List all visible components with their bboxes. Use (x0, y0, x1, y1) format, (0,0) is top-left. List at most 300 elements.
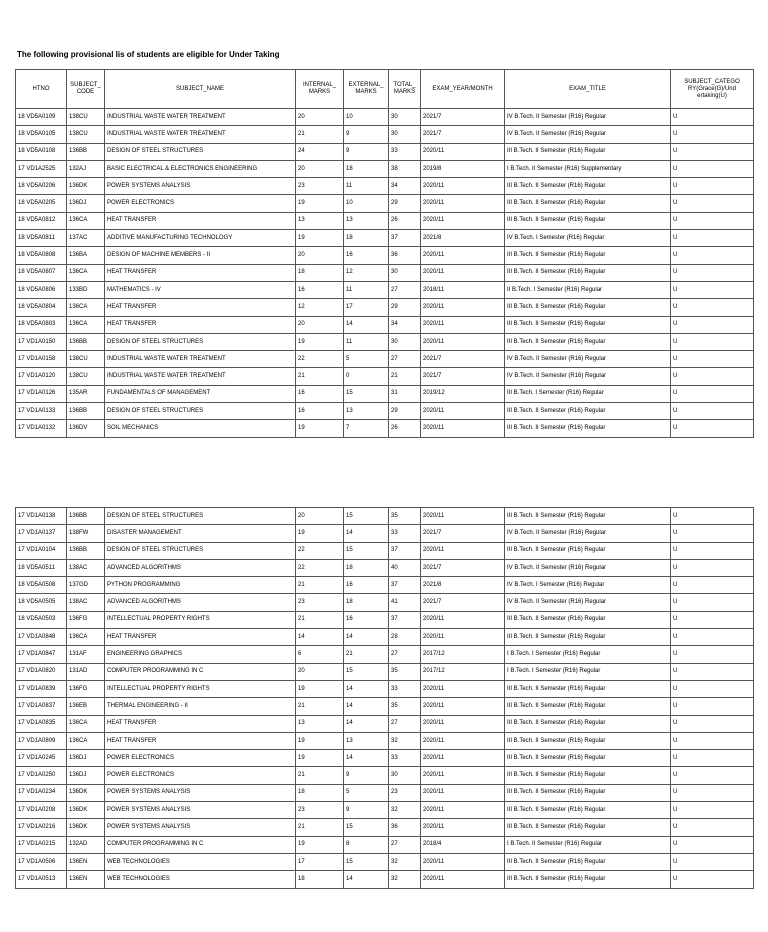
subject-category-cell: U (671, 698, 754, 715)
exam-year-month-cell: 2020/11 (421, 750, 505, 767)
htno-cell: 17 VD1A0132 (16, 420, 67, 437)
table-row (16, 871, 754, 888)
external-marks-cell: 0 (344, 368, 389, 385)
total-marks-cell: 35 (389, 663, 421, 680)
exam-title-cell: III B.Tech. II Semester (R16) Regular (505, 802, 671, 819)
external-marks-cell: 21 (344, 646, 389, 663)
internal-marks-cell: 20 (296, 160, 344, 177)
subject-name-cell: POWER SYSTEMS ANALYSIS (105, 784, 296, 801)
header-exam-title: EXAM_TITLE (505, 70, 671, 109)
subject-code-cell: 136DV (67, 420, 105, 437)
htno-cell: 17 VD1A0513 (16, 871, 67, 888)
subject-category-cell: U (671, 525, 754, 542)
subject-code-cell: 136DK (67, 178, 105, 195)
header-internal-marks: INTERNAL_ MARKS (296, 70, 344, 109)
external-marks-cell: 13 (344, 403, 389, 420)
table-row (16, 247, 754, 264)
exam-title-cell: III B.Tech. II Semester (R16) Regular (505, 853, 671, 870)
subject-code-cell: 136DK (67, 802, 105, 819)
internal-marks-cell: 23 (296, 178, 344, 195)
internal-marks-cell: 22 (296, 559, 344, 576)
subject-name-cell: DESIGN OF STEEL STRUCTURES (105, 333, 296, 350)
table-2-body (16, 508, 754, 889)
subject-code-cell: 133BD (67, 281, 105, 298)
table-row (16, 525, 754, 542)
table-row (16, 230, 754, 247)
htno-cell: 17 VD1A0506 (16, 853, 67, 870)
external-marks-cell: 17 (344, 299, 389, 316)
external-marks-cell: 9 (344, 767, 389, 784)
external-marks-cell: 11 (344, 333, 389, 350)
total-marks-cell: 37 (389, 577, 421, 594)
external-marks-cell: 11 (344, 281, 389, 298)
internal-marks-cell: 21 (296, 368, 344, 385)
subject-code-cell: 132AD (67, 836, 105, 853)
subject-category-cell: U (671, 403, 754, 420)
exam-title-cell: III B.Tech. II Semester (R16) Regular (505, 750, 671, 767)
total-marks-cell: 32 (389, 871, 421, 888)
internal-marks-cell: 21 (296, 819, 344, 836)
subject-code-cell: 136EB (67, 698, 105, 715)
subject-category-cell: U (671, 871, 754, 888)
total-marks-cell: 27 (389, 281, 421, 298)
htno-cell: 18 VD5A0505 (16, 594, 67, 611)
subject-category-cell: U (671, 333, 754, 350)
internal-marks-cell: 19 (296, 230, 344, 247)
subject-code-cell: 136CA (67, 264, 105, 281)
subject-category-cell: U (671, 351, 754, 368)
subject-code-cell: 136BB (67, 143, 105, 160)
table-row (16, 594, 754, 611)
total-marks-cell: 30 (389, 767, 421, 784)
exam-year-month-cell: 2021/7 (421, 126, 505, 143)
header-row (16, 70, 754, 109)
exam-year-month-cell: 2021/7 (421, 368, 505, 385)
subject-name-cell: WEB TECHNOLOGIES (105, 871, 296, 888)
external-marks-cell: 15 (344, 542, 389, 559)
exam-year-month-cell: 2020/11 (421, 264, 505, 281)
exam-title-cell: III B.Tech. II Semester (R16) Regular (505, 871, 671, 888)
htno-cell: 17 VD1A0158 (16, 351, 67, 368)
subject-name-cell: POWER ELECTRONICS (105, 750, 296, 767)
subject-code-cell: 138CU (67, 368, 105, 385)
subject-name-cell: INDUSTRIAL WASTE WATER TREATMENT (105, 368, 296, 385)
total-marks-cell: 35 (389, 508, 421, 525)
subject-code-cell: 136DJ (67, 750, 105, 767)
external-marks-cell: 7 (344, 420, 389, 437)
subject-category-cell: U (671, 784, 754, 801)
subject-name-cell: DESIGN OF MACHINE MEMBERS - II (105, 247, 296, 264)
total-marks-cell: 21 (389, 368, 421, 385)
external-marks-cell: 14 (344, 698, 389, 715)
exam-year-month-cell: 2021/7 (421, 594, 505, 611)
subject-code-cell: 135AR (67, 385, 105, 402)
exam-year-month-cell: 2020/11 (421, 819, 505, 836)
subject-name-cell: HEAT TRANSFER (105, 629, 296, 646)
exam-title-cell: I B.Tech. II Semester (R16) Supplementary (505, 160, 671, 177)
external-marks-cell: 16 (344, 247, 389, 264)
subject-category-cell: U (671, 126, 754, 143)
internal-marks-cell: 6 (296, 646, 344, 663)
exam-year-month-cell: 2017/12 (421, 646, 505, 663)
exam-title-cell: II B.Tech. I Semester (R16) Regular (505, 281, 671, 298)
exam-title-cell: IV B.Tech. II Semester (R16) Regular (505, 368, 671, 385)
external-marks-cell: 14 (344, 629, 389, 646)
subject-category-cell: U (671, 611, 754, 628)
subject-category-cell: U (671, 143, 754, 160)
htno-cell: 17 VD1A0809 (16, 732, 67, 749)
subject-code-cell: 132AJ (67, 160, 105, 177)
total-marks-cell: 29 (389, 195, 421, 212)
internal-marks-cell: 23 (296, 594, 344, 611)
exam-year-month-cell: 2020/11 (421, 542, 505, 559)
htno-cell: 18 VD5A0206 (16, 178, 67, 195)
total-marks-cell: 32 (389, 853, 421, 870)
internal-marks-cell: 21 (296, 611, 344, 628)
exam-title-cell: III B.Tech. II Semester (R16) Regular (505, 195, 671, 212)
exam-title-cell: IV B.Tech. I Semester (R16) Regular (505, 577, 671, 594)
subject-name-cell: DISASTER MANAGEMENT (105, 525, 296, 542)
total-marks-cell: 36 (389, 819, 421, 836)
subject-category-cell: U (671, 767, 754, 784)
subject-category-cell: U (671, 368, 754, 385)
exam-year-month-cell: 2021/8 (421, 230, 505, 247)
subject-code-cell: 137AC (67, 230, 105, 247)
subject-code-cell: 136CA (67, 732, 105, 749)
exam-year-month-cell: 2020/11 (421, 420, 505, 437)
total-marks-cell: 40 (389, 559, 421, 576)
subject-code-cell: 138FW (67, 525, 105, 542)
exam-year-month-cell: 2020/11 (421, 143, 505, 160)
internal-marks-cell: 19 (296, 750, 344, 767)
external-marks-cell: 18 (344, 230, 389, 247)
subject-category-cell: U (671, 160, 754, 177)
total-marks-cell: 32 (389, 732, 421, 749)
exam-title-cell: III B.Tech. II Semester (R16) Regular (505, 178, 671, 195)
eligible-students-table-2 (15, 507, 754, 889)
table-row (16, 143, 754, 160)
table-row (16, 680, 754, 697)
header-exam-year-month: EXAM_YEAR/MONTH (421, 70, 505, 109)
subject-code-cell: 136EN (67, 871, 105, 888)
subject-category-cell: U (671, 577, 754, 594)
subject-name-cell: WEB TECHNOLOGIES (105, 853, 296, 870)
table-row (16, 178, 754, 195)
subject-name-cell: ENGINEERING GRAPHICS (105, 646, 296, 663)
exam-title-cell: IV B.Tech. II Semester (R16) Regular (505, 351, 671, 368)
exam-year-month-cell: 2020/11 (421, 247, 505, 264)
internal-marks-cell: 24 (296, 143, 344, 160)
external-marks-cell: 12 (344, 264, 389, 281)
exam-title-cell: IV B.Tech. II Semester (R16) Regular (505, 109, 671, 126)
exam-year-month-cell: 2020/11 (421, 333, 505, 350)
subject-category-cell: U (671, 508, 754, 525)
subject-category-cell: U (671, 853, 754, 870)
htno-cell: 17 VD1A0835 (16, 715, 67, 732)
external-marks-cell: 8 (344, 836, 389, 853)
htno-cell: 18 VD5A0109 (16, 109, 67, 126)
subject-code-cell: 136BB (67, 542, 105, 559)
exam-title-cell: III B.Tech. II Semester (R16) Regular (505, 680, 671, 697)
header-total-marks: TOTAL_ MARKS (389, 70, 421, 109)
exam-title-cell: IV B.Tech. II Semester (R16) Regular (505, 559, 671, 576)
internal-marks-cell: 21 (296, 767, 344, 784)
subject-name-cell: HEAT TRANSFER (105, 212, 296, 229)
subject-name-cell: HEAT TRANSFER (105, 264, 296, 281)
subject-code-cell: 136BB (67, 333, 105, 350)
external-marks-cell: 18 (344, 594, 389, 611)
exam-year-month-cell: 2021/7 (421, 351, 505, 368)
total-marks-cell: 30 (389, 264, 421, 281)
exam-title-cell: I B.Tech. I Semester (R16) Regular (505, 663, 671, 680)
table-row (16, 420, 754, 437)
total-marks-cell: 27 (389, 646, 421, 663)
subject-code-cell: 136DK (67, 819, 105, 836)
exam-title-cell: III B.Tech. II Semester (R16) Regular (505, 542, 671, 559)
exam-year-month-cell: 2019/12 (421, 385, 505, 402)
external-marks-cell: 15 (344, 663, 389, 680)
exam-year-month-cell: 2020/11 (421, 767, 505, 784)
subject-name-cell: FUNDAMENTALS OF MANAGEMENT (105, 385, 296, 402)
internal-marks-cell: 19 (296, 732, 344, 749)
exam-title-cell: III B.Tech. II Semester (R16) Regular (505, 767, 671, 784)
external-marks-cell: 10 (344, 195, 389, 212)
header-subject-name: SUBJECT_NAME (105, 70, 296, 109)
exam-year-month-cell: 2020/11 (421, 178, 505, 195)
external-marks-cell: 13 (344, 732, 389, 749)
external-marks-cell: 18 (344, 160, 389, 177)
table-row (16, 611, 754, 628)
total-marks-cell: 37 (389, 542, 421, 559)
internal-marks-cell: 19 (296, 836, 344, 853)
subject-category-cell: U (671, 663, 754, 680)
subject-code-cell: 136BB (67, 403, 105, 420)
table-1-body (16, 109, 754, 438)
subject-name-cell: DESIGN OF STEEL STRUCTURES (105, 508, 296, 525)
subject-name-cell: PYTHON PROGRAMMING (105, 577, 296, 594)
exam-year-month-cell: 2020/11 (421, 299, 505, 316)
subject-name-cell: ADVANCED ALGORITHMS (105, 594, 296, 611)
total-marks-cell: 36 (389, 247, 421, 264)
subject-name-cell: HEAT TRANSFER (105, 715, 296, 732)
table-row (16, 750, 754, 767)
exam-title-cell: III B.Tech. II Semester (R16) Regular (505, 715, 671, 732)
table-row (16, 368, 754, 385)
subject-category-cell: U (671, 594, 754, 611)
subject-name-cell: DESIGN OF STEEL STRUCTURES (105, 542, 296, 559)
htno-cell: 17 VD1A0133 (16, 403, 67, 420)
subject-name-cell: SOIL MECHANICS (105, 420, 296, 437)
htno-cell: 17 VD1A0245 (16, 750, 67, 767)
subject-code-cell: 136CA (67, 316, 105, 333)
table-row (16, 126, 754, 143)
table-row (16, 698, 754, 715)
internal-marks-cell: 21 (296, 698, 344, 715)
internal-marks-cell: 16 (296, 281, 344, 298)
subject-code-cell: 136FG (67, 611, 105, 628)
internal-marks-cell: 20 (296, 247, 344, 264)
total-marks-cell: 26 (389, 420, 421, 437)
exam-year-month-cell: 2021/7 (421, 525, 505, 542)
subject-name-cell: POWER ELECTRONICS (105, 767, 296, 784)
internal-marks-cell: 19 (296, 333, 344, 350)
external-marks-cell: 15 (344, 853, 389, 870)
total-marks-cell: 41 (389, 594, 421, 611)
subject-code-cell: 131AD (67, 663, 105, 680)
exam-year-month-cell: 2020/11 (421, 195, 505, 212)
total-marks-cell: 37 (389, 611, 421, 628)
total-marks-cell: 26 (389, 212, 421, 229)
total-marks-cell: 27 (389, 836, 421, 853)
exam-year-month-cell: 2020/11 (421, 732, 505, 749)
document-heading: The following provisional lis of students are eligible for Under Taking (17, 50, 280, 59)
table-row (16, 264, 754, 281)
subject-name-cell: POWER SYSTEMS ANALYSIS (105, 802, 296, 819)
exam-title-cell: III B.Tech. II Semester (R16) Regular (505, 629, 671, 646)
exam-title-cell: III B.Tech. II Semester (R16) Regular (505, 819, 671, 836)
htno-cell: 17 VD1A2525 (16, 160, 67, 177)
external-marks-cell: 16 (344, 611, 389, 628)
htno-cell: 17 VD1A0120 (16, 368, 67, 385)
external-marks-cell: 9 (344, 126, 389, 143)
total-marks-cell: 37 (389, 230, 421, 247)
internal-marks-cell: 17 (296, 853, 344, 870)
subject-name-cell: THERMAL ENGINEERING - II (105, 698, 296, 715)
subject-category-cell: U (671, 385, 754, 402)
exam-title-cell: III B.Tech. II Semester (R16) Regular (505, 611, 671, 628)
table-row (16, 802, 754, 819)
table-row (16, 663, 754, 680)
exam-title-cell: IV B.Tech. II Semester (R16) Regular (505, 594, 671, 611)
subject-category-cell: U (671, 212, 754, 229)
table-row (16, 629, 754, 646)
subject-code-cell: 136CA (67, 715, 105, 732)
exam-year-month-cell: 2020/11 (421, 802, 505, 819)
header-external-marks: EXTERNAL_ MARKS (344, 70, 389, 109)
exam-title-cell: III B.Tech. II Semester (R16) Regular (505, 784, 671, 801)
htno-cell: 17 VD1A0126 (16, 385, 67, 402)
total-marks-cell: 27 (389, 715, 421, 732)
htno-cell: 18 VD5A0812 (16, 212, 67, 229)
internal-marks-cell: 18 (296, 264, 344, 281)
htno-cell: 17 VD1A0208 (16, 802, 67, 819)
table-row (16, 109, 754, 126)
subject-code-cell: 136CA (67, 629, 105, 646)
subject-name-cell: DESIGN OF STEEL STRUCTURES (105, 143, 296, 160)
external-marks-cell: 13 (344, 212, 389, 229)
htno-cell: 18 VD5A0205 (16, 195, 67, 212)
htno-cell: 18 VD5A0806 (16, 281, 67, 298)
total-marks-cell: 30 (389, 126, 421, 143)
subject-category-cell: U (671, 542, 754, 559)
external-marks-cell: 14 (344, 871, 389, 888)
subject-category-cell: U (671, 680, 754, 697)
external-marks-cell: 10 (344, 109, 389, 126)
exam-title-cell: III B.Tech. II Semester (R16) Regular (505, 333, 671, 350)
table-row (16, 281, 754, 298)
htno-cell: 17 VD1A0837 (16, 698, 67, 715)
external-marks-cell: 5 (344, 784, 389, 801)
subject-code-cell: 137GD (67, 577, 105, 594)
table-row (16, 767, 754, 784)
exam-year-month-cell: 2019/8 (421, 160, 505, 177)
htno-cell: 18 VD5A0811 (16, 230, 67, 247)
htno-cell: 17 VD1A0848 (16, 629, 67, 646)
external-marks-cell: 15 (344, 385, 389, 402)
subject-name-cell: POWER SYSTEMS ANALYSIS (105, 819, 296, 836)
htno-cell: 17 VD1A0150 (16, 333, 67, 350)
subject-code-cell: 131AF (67, 646, 105, 663)
subject-code-cell: 138CU (67, 351, 105, 368)
table-row (16, 819, 754, 836)
internal-marks-cell: 22 (296, 542, 344, 559)
subject-code-cell: 138AC (67, 594, 105, 611)
internal-marks-cell: 19 (296, 525, 344, 542)
table-row (16, 195, 754, 212)
subject-category-cell: U (671, 420, 754, 437)
subject-code-cell: 136CA (67, 299, 105, 316)
external-marks-cell: 14 (344, 680, 389, 697)
subject-name-cell: COMPUTER PROGRAMMING IN C (105, 663, 296, 680)
header-htno: HTNO (16, 70, 67, 109)
subject-category-cell: U (671, 109, 754, 126)
subject-code-cell: 136DJ (67, 195, 105, 212)
external-marks-cell: 14 (344, 316, 389, 333)
exam-year-month-cell: 2017/12 (421, 663, 505, 680)
internal-marks-cell: 20 (296, 316, 344, 333)
htno-cell: 18 VD5A0807 (16, 264, 67, 281)
external-marks-cell: 16 (344, 577, 389, 594)
total-marks-cell: 31 (389, 385, 421, 402)
exam-title-cell: IV B.Tech. II Semester (R16) Regular (505, 126, 671, 143)
total-marks-cell: 29 (389, 403, 421, 420)
subject-name-cell: INDUSTRIAL WASTE WATER TREATMENT (105, 351, 296, 368)
internal-marks-cell: 16 (296, 385, 344, 402)
exam-title-cell: I B.Tech. II Semester (R16) Regular (505, 836, 671, 853)
subject-name-cell: INTELLECTUAL PROPERTY RIGHTS (105, 611, 296, 628)
external-marks-cell: 9 (344, 802, 389, 819)
exam-year-month-cell: 2021/8 (421, 577, 505, 594)
internal-marks-cell: 13 (296, 715, 344, 732)
table-row (16, 542, 754, 559)
table-row (16, 316, 754, 333)
subject-name-cell: INDUSTRIAL WASTE WATER TREATMENT (105, 109, 296, 126)
exam-title-cell: III B.Tech. I Semester (R16) Regular (505, 385, 671, 402)
exam-year-month-cell: 2020/11 (421, 316, 505, 333)
subject-category-cell: U (671, 230, 754, 247)
total-marks-cell: 38 (389, 160, 421, 177)
subject-category-cell: U (671, 195, 754, 212)
subject-category-cell: U (671, 646, 754, 663)
external-marks-cell: 9 (344, 143, 389, 160)
htno-cell: 17 VD1A0137 (16, 525, 67, 542)
external-marks-cell: 5 (344, 351, 389, 368)
subject-category-cell: U (671, 316, 754, 333)
htno-cell: 18 VD5A0508 (16, 577, 67, 594)
internal-marks-cell: 21 (296, 126, 344, 143)
subject-category-cell: U (671, 178, 754, 195)
exam-title-cell: III B.Tech. II Semester (R16) Regular (505, 403, 671, 420)
subject-name-cell: HEAT TRANSFER (105, 732, 296, 749)
subject-name-cell: POWER ELECTRONICS (105, 195, 296, 212)
subject-code-cell: 136FG (67, 680, 105, 697)
exam-title-cell: III B.Tech. II Semester (R16) Regular (505, 247, 671, 264)
subject-code-cell: 136DK (67, 784, 105, 801)
exam-title-cell: III B.Tech. II Semester (R16) Regular (505, 732, 671, 749)
total-marks-cell: 33 (389, 680, 421, 697)
total-marks-cell: 28 (389, 629, 421, 646)
exam-year-month-cell: 2020/11 (421, 871, 505, 888)
